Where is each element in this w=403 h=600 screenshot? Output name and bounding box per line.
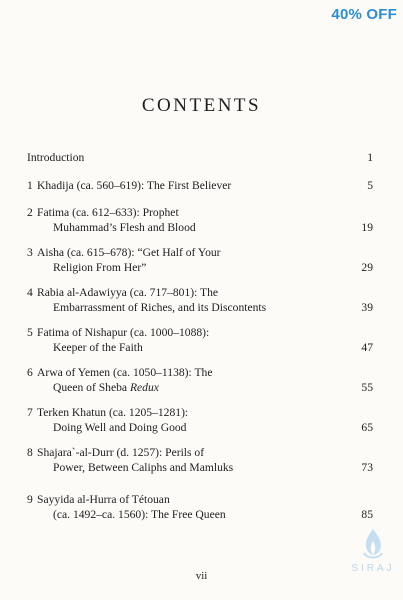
page-title: CONTENTS [141, 95, 262, 116]
chapter-number: 2 [27, 206, 33, 219]
toc-entry-subtitle: Doing Well and Doing Good [53, 421, 187, 434]
page-folio: vii [195, 570, 208, 582]
toc-entry-subtitle: Power, Between Caliphs and Mamluks [53, 461, 234, 474]
toc-page-number: 65 [361, 421, 373, 434]
toc-entry-subtitle: Religion From Her” [53, 261, 147, 274]
chapter-number: 1 [27, 179, 33, 192]
chapter-number: 6 [27, 366, 33, 379]
toc-subtitle-italic: Redux [129, 381, 159, 394]
toc-entry-title: Shajara`-al-Durr (d. 1257): Perils of [37, 446, 205, 459]
toc-page-number: 85 [361, 508, 373, 521]
toc-subtitle-text: Queen of Sheba [53, 381, 128, 394]
toc-entry-subtitle: Muhammad’s Flesh and Blood [53, 221, 196, 234]
toc-entry-title: Fatima (ca. 612–633): Prophet [37, 206, 179, 219]
toc-page-number: 1 [367, 151, 373, 164]
chapter-number: 3 [27, 246, 33, 259]
toc-entry-title: Khadija (ca. 560–619): The First Believer [37, 179, 232, 192]
logo-text: SIRAJ [351, 563, 395, 574]
flame-logo-icon [358, 527, 388, 561]
chapter-number: 9 [27, 493, 33, 506]
toc-entry-subtitle: Keeper of the Faith [53, 341, 143, 354]
siraj-logo [348, 527, 398, 574]
toc-entry-title: Terken Khatun (ca. 1205–1281): [37, 406, 189, 419]
toc-entry-subtitle: (ca. 1492–ca. 1560): The Free Queen [53, 508, 226, 521]
toc-entry-title: Arwa of Yemen (ca. 1050–1138): The [37, 366, 213, 379]
toc-page-number: 39 [361, 301, 373, 314]
toc-page-number: 73 [361, 461, 373, 474]
toc-entry-subtitle [37, 380, 327, 395]
toc-entry-title: Rabia al-Adawiyya (ca. 717–801): The [37, 286, 219, 299]
toc-page-number: 29 [361, 261, 373, 274]
discount-badge: 40% OFF [331, 6, 397, 23]
chapter-number: 4 [27, 286, 33, 299]
chapter-number: 7 [27, 406, 33, 419]
chapter-number: 8 [27, 446, 33, 459]
toc-entry-title: Sayyida al-Hurra of Tétouan [37, 493, 170, 506]
toc-entry-title: Introduction [27, 151, 85, 164]
chapter-number: 5 [27, 326, 33, 339]
toc-page-number: 47 [361, 341, 373, 354]
toc-page-number: 5 [367, 179, 373, 192]
toc-entry-title: Aisha (ca. 615–678): “Get Half of Your [37, 246, 221, 259]
toc-entry-subtitle: Embarrassment of Riches, and its Discontents [53, 301, 267, 314]
toc-page-number: 55 [361, 381, 373, 394]
toc-page-number: 19 [361, 221, 373, 234]
toc-entry-title: Fatima of Nishapur (ca. 1000–1088): [37, 326, 210, 339]
